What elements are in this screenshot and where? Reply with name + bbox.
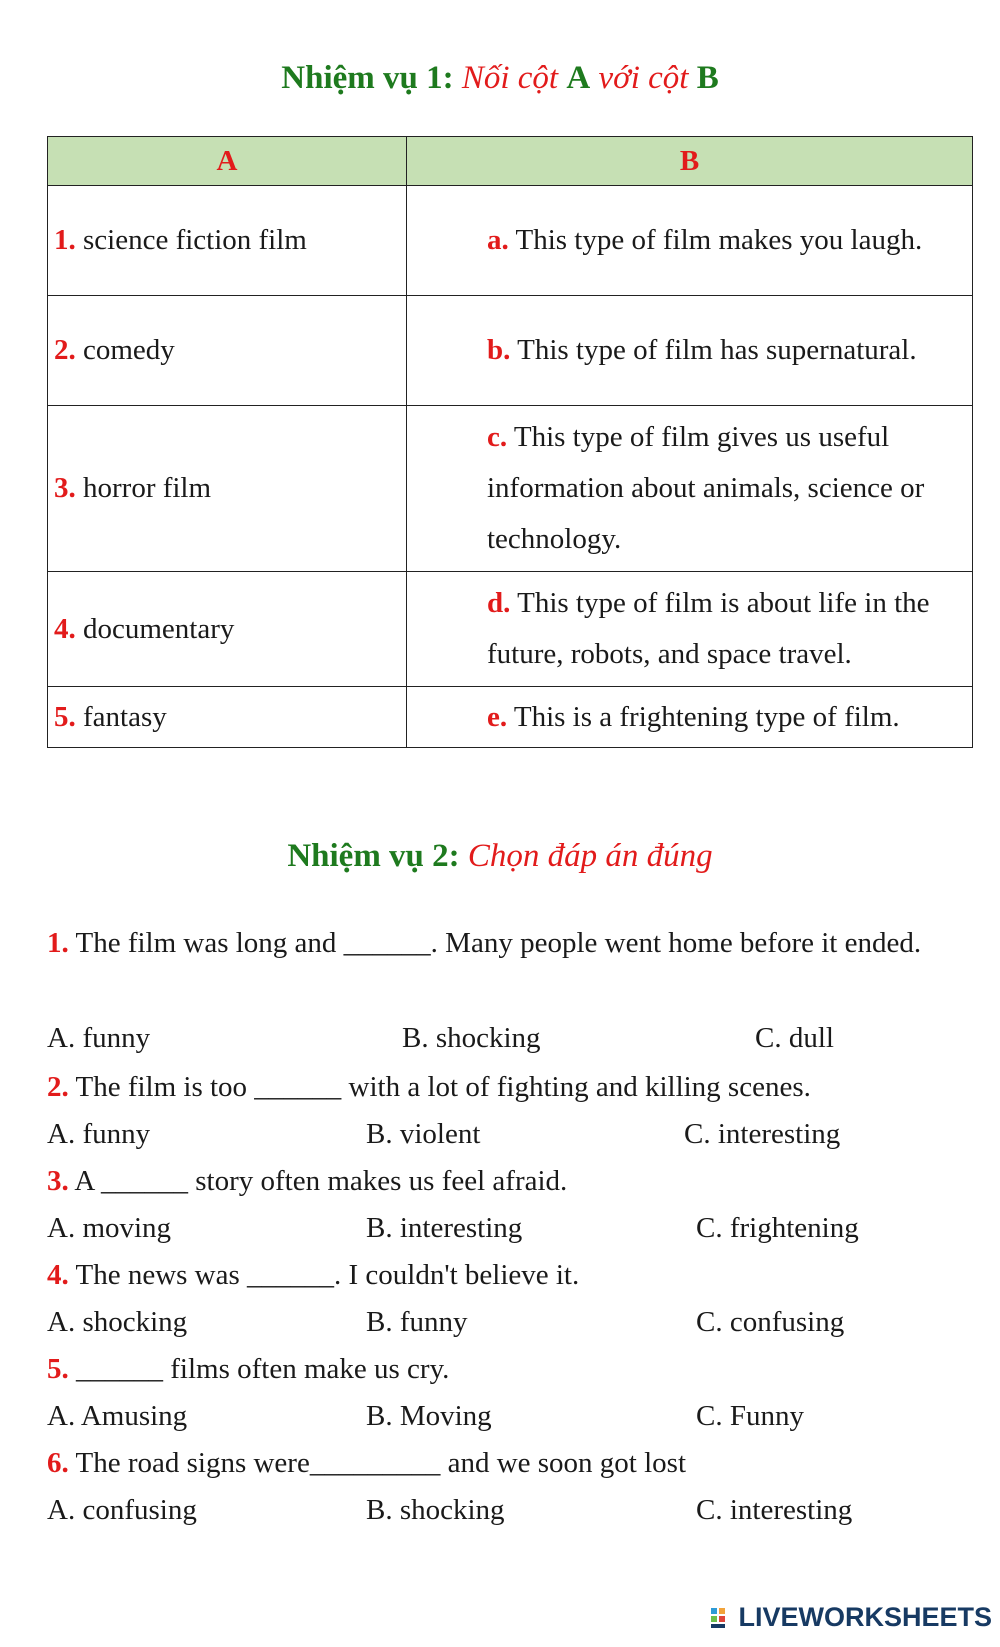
item-text: fantasy: [83, 700, 167, 733]
logo-text: LIVEWORKSHEETS: [738, 1602, 992, 1632]
question-number: 5.: [47, 1353, 69, 1385]
liveworksheets-logo-icon: [710, 1606, 734, 1630]
item-number: 3.: [54, 472, 76, 504]
table-row: [48, 296, 973, 406]
option-c[interactable]: C. frightening: [696, 1212, 859, 1244]
column-b-header: B: [407, 137, 973, 186]
item-letter: a.: [487, 224, 509, 256]
item-number: 2.: [54, 334, 76, 366]
item-number: 4.: [54, 612, 76, 645]
item-text: This type of film gives us useful information about animals, science or technology.: [487, 421, 925, 555]
column-b-cell: [407, 186, 973, 296]
option-a[interactable]: A. funny: [47, 1118, 151, 1150]
table-header-row: [48, 137, 973, 186]
column-b-cell: [407, 687, 973, 748]
task1-title-part: với cột: [598, 60, 689, 96]
item-text: This is a frightening type of film.: [513, 701, 900, 733]
question-5: [47, 1353, 449, 1386]
question-number: 4.: [47, 1259, 69, 1291]
question-number: 3.: [47, 1165, 69, 1197]
question-3: [47, 1165, 567, 1198]
table-row: [48, 406, 973, 572]
option-a[interactable]: A. confusing: [47, 1494, 197, 1526]
option-a[interactable]: A. funny: [47, 1022, 151, 1054]
option-c[interactable]: C. Funny: [696, 1400, 804, 1432]
item-text: This type of film has supernatural.: [517, 334, 917, 366]
task2-title-label: Nhiệm vụ 2:: [287, 838, 460, 874]
question-number: 6.: [47, 1447, 69, 1479]
matching-table: [47, 136, 973, 748]
item-text: science fiction film: [83, 224, 307, 256]
item-letter: c.: [487, 421, 508, 453]
option-a[interactable]: A. Amusing: [47, 1400, 188, 1432]
task2-title: [0, 838, 1000, 875]
question-text: A ______ story often makes us feel afraid.: [74, 1165, 568, 1197]
question-number: 1.: [47, 927, 69, 959]
column-b-cell: [407, 572, 973, 687]
option-c[interactable]: C. confusing: [696, 1306, 845, 1338]
option-c[interactable]: C. dull: [755, 1022, 834, 1054]
column-a-cell: [48, 406, 407, 572]
item-letter: b.: [487, 334, 511, 366]
task1-title-part: B: [696, 60, 719, 96]
item-text: comedy: [83, 334, 175, 366]
item-letter: d.: [487, 587, 511, 619]
option-c[interactable]: C. interesting: [696, 1494, 853, 1526]
question-text: The road signs were_________ and we soon got lost: [75, 1447, 686, 1479]
column-b-cell: [407, 296, 973, 406]
item-text: This type of film makes you laugh.: [515, 224, 923, 256]
question-4: [47, 1259, 579, 1292]
item-text: This type of film is about life in the future, robots, and space travel.: [487, 587, 930, 670]
column-a-cell: [48, 186, 407, 296]
task1-title-part: Nối cột: [461, 60, 559, 96]
question-number: 2.: [47, 1071, 69, 1103]
item-text: documentary: [83, 612, 235, 645]
option-b[interactable]: B. violent: [366, 1118, 481, 1150]
table-row: [48, 687, 973, 748]
item-letter: e.: [487, 701, 508, 733]
table-row: [48, 186, 973, 296]
question-text: The film is too ______ with a lot of fighting and killing scenes.: [75, 1071, 811, 1103]
task2-title-instruction: Chọn đáp án đúng: [467, 838, 713, 874]
table-row: [48, 572, 973, 687]
liveworksheets-logo: [710, 1602, 992, 1633]
question-text: The film was long and ______. Many people went home before it ended.: [75, 927, 922, 959]
task1-title-part: A: [566, 60, 591, 96]
option-b[interactable]: B. interesting: [366, 1212, 523, 1244]
task1-title: [0, 60, 1000, 97]
question-1: [47, 920, 947, 967]
option-a[interactable]: A. moving: [47, 1212, 172, 1244]
question-text: The news was ______. I couldn't believe it.: [75, 1259, 580, 1291]
item-text: horror film: [83, 472, 212, 504]
item-number: 1.: [54, 224, 76, 256]
column-a-cell: [48, 296, 407, 406]
option-c[interactable]: C. interesting: [684, 1118, 841, 1150]
option-b[interactable]: B. funny: [366, 1306, 468, 1338]
question-6: [47, 1447, 686, 1480]
option-b[interactable]: B. shocking: [402, 1022, 541, 1054]
question-2: [47, 1071, 811, 1104]
option-b[interactable]: B. Moving: [366, 1400, 492, 1432]
option-a[interactable]: A. shocking: [47, 1306, 188, 1338]
item-number: 5.: [54, 700, 76, 733]
task1-title-label: Nhiệm vụ 1:: [281, 60, 454, 96]
question-text: ______ films often make us cry.: [76, 1353, 450, 1385]
column-a-cell: [48, 572, 407, 687]
option-b[interactable]: B. shocking: [366, 1494, 505, 1526]
column-a-cell: [48, 687, 407, 748]
column-a-header: A: [48, 137, 407, 186]
column-b-cell: [407, 406, 973, 572]
